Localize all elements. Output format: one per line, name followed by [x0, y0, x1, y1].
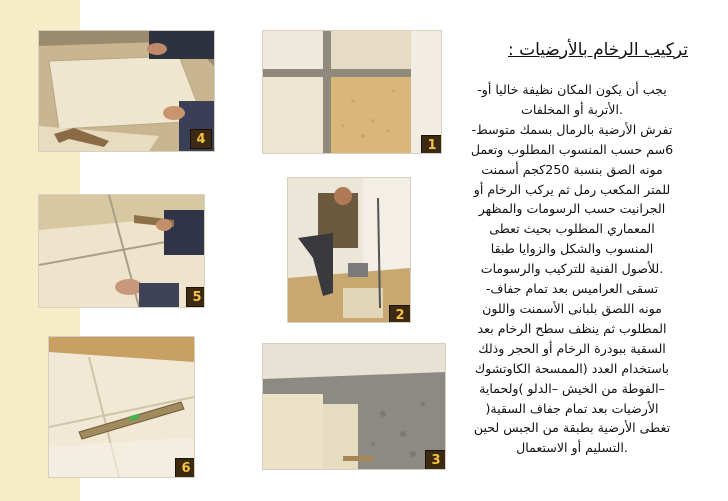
instruction-line: الأرضيات بعد تمام جفاف السقية(	[485, 400, 659, 416]
instruction-line: تغطى الأرضية بطبقة من الجبس لحين	[473, 420, 671, 436]
instructions-panel	[456, 40, 688, 458]
page-title: تركيب الرخام بالأرضيات :	[507, 40, 688, 60]
photo-5-image	[39, 195, 204, 307]
step-number-badge: 4	[190, 129, 212, 149]
instruction-line: للمتر المكعب رمل ثم يركب الرخام أو	[473, 181, 671, 197]
photo-sand-bed	[262, 30, 442, 154]
instruction-line: –الفوطة من الخيش –الدلو )ولحماية	[479, 380, 665, 396]
photo-hammer-tapping-tile	[38, 194, 205, 308]
instruction-line: 6سم حسب المنسوب المطلوب وتعمل	[470, 141, 674, 157]
step-number-badge: 1	[421, 135, 442, 154]
instruction-line: مونه اللصق بلبانى الأسمنت واللون	[482, 300, 662, 316]
photo-4-image	[39, 31, 214, 151]
step-number-badge: 2	[389, 305, 411, 323]
step-number-badge: 3	[425, 450, 446, 470]
instruction-line: مونه الصق بنسبة 250كجم أسمنت	[481, 161, 663, 177]
photo-spirit-level	[48, 336, 195, 478]
step-number-badge: 6	[175, 458, 195, 478]
instruction-line: الجرانيت حسب الرسومات والمظهر	[478, 201, 666, 217]
instruction-line: تسقى العراميس بعد تمام جفاف-	[485, 281, 659, 297]
step-number-badge: 5	[186, 287, 205, 307]
instruction-line: يجب أن يكون المكان نظيفة خاليا أو-	[477, 82, 667, 97]
instruction-line: باستخدام العدد (الممسحة الكاوتشوك	[474, 360, 670, 376]
photo-worker-cutting-tile	[287, 177, 411, 323]
photo-2-image	[288, 178, 410, 322]
photo-1-image	[263, 31, 441, 153]
instruction-line: المطلوب ثم ينظف سطح الرخام بعد	[477, 320, 667, 336]
instruction-line: تفرش الأرضية بالرمال بسمك متوسط-	[471, 121, 673, 137]
instruction-line: السقية ببودرة الرخام أو الحجر وذلك	[478, 340, 666, 356]
instruction-line: المعماري المطلوب بحيث تعطى	[489, 221, 655, 237]
instruction-line: .للأصول الفنية للتركيب والرسومات	[480, 261, 664, 277]
instruction-line: المنسوب والشكل والزوايا طبقا	[490, 241, 654, 257]
instruction-line: .الأتربة أو المخلفات	[521, 101, 623, 117]
instructions-body	[456, 80, 688, 458]
photo-worker-laying-tile	[38, 30, 215, 152]
instruction-line: .التسليم أو الاستعمال	[516, 440, 628, 456]
photo-6-image	[49, 337, 194, 477]
photo-3-image	[263, 344, 445, 469]
photo-mortar-spread	[262, 343, 446, 470]
